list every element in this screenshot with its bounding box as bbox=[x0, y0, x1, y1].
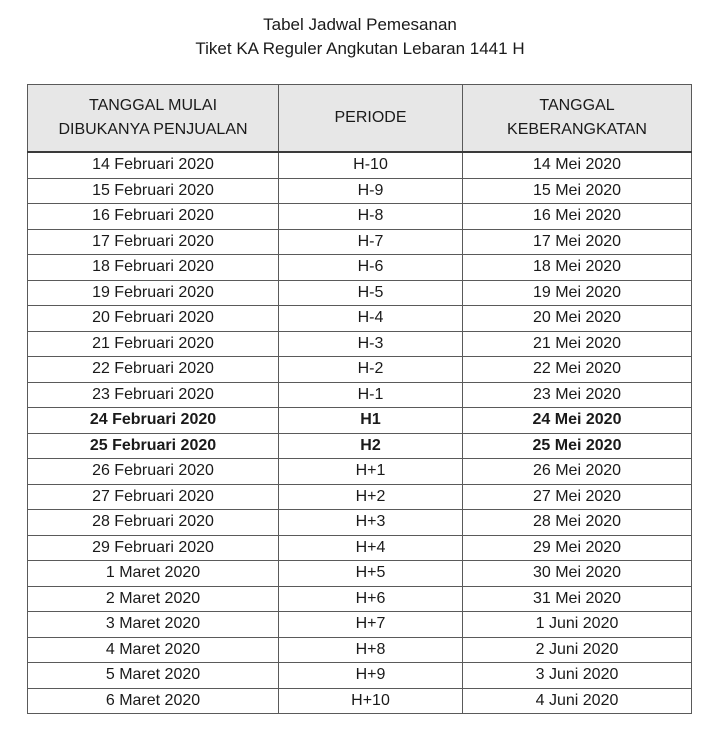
table-title: Tabel Jadwal Pemesanan bbox=[263, 15, 457, 34]
period-cell: H-3 bbox=[279, 331, 463, 357]
header-sale-date-line1: TANGGAL MULAI bbox=[88, 97, 218, 114]
header-departure-line2: KEBERANGKATAN bbox=[507, 121, 647, 138]
header-departure-line1: TANGGAL bbox=[539, 97, 615, 114]
sale-date-cell: 14 Februari 2020 bbox=[28, 152, 279, 178]
sale-date-cell: 2 Maret 2020 bbox=[28, 586, 279, 612]
table-row bbox=[28, 204, 692, 230]
sale-date-cell: 25 Februari 2020 bbox=[28, 433, 279, 459]
header-sale-date-line2: DIBUKANYA PENJUALAN bbox=[58, 121, 248, 138]
table-subtitle: Tiket KA Reguler Angkutan Lebaran 1441 H bbox=[195, 39, 525, 58]
departure-date-cell: 19 Mei 2020 bbox=[463, 280, 692, 306]
sale-date-cell: 27 Februari 2020 bbox=[28, 484, 279, 510]
table-row bbox=[28, 357, 692, 383]
sale-date-cell: 16 Februari 2020 bbox=[28, 204, 279, 230]
sale-date-cell: 3 Maret 2020 bbox=[28, 612, 279, 638]
departure-date-cell: 1 Juni 2020 bbox=[463, 612, 692, 638]
period-cell: H1 bbox=[279, 408, 463, 434]
table-row bbox=[28, 433, 692, 459]
period-cell: H-7 bbox=[279, 229, 463, 255]
sale-date-cell: 20 Februari 2020 bbox=[28, 306, 279, 332]
departure-date-cell: 27 Mei 2020 bbox=[463, 484, 692, 510]
period-cell: H+6 bbox=[279, 586, 463, 612]
sale-date-cell: 5 Maret 2020 bbox=[28, 663, 279, 689]
sale-date-cell: 4 Maret 2020 bbox=[28, 637, 279, 663]
sale-date-cell: 28 Februari 2020 bbox=[28, 510, 279, 536]
sale-date-cell: 22 Februari 2020 bbox=[28, 357, 279, 383]
period-cell: H-5 bbox=[279, 280, 463, 306]
period-cell: H+2 bbox=[279, 484, 463, 510]
period-cell: H-9 bbox=[279, 178, 463, 204]
table-row bbox=[28, 331, 692, 357]
table-row bbox=[28, 255, 692, 281]
sale-date-cell: 1 Maret 2020 bbox=[28, 561, 279, 587]
departure-date-cell: 21 Mei 2020 bbox=[463, 331, 692, 357]
table-row bbox=[28, 637, 692, 663]
period-cell: H-8 bbox=[279, 204, 463, 230]
departure-date-cell: 15 Mei 2020 bbox=[463, 178, 692, 204]
sale-date-cell: 21 Februari 2020 bbox=[28, 331, 279, 357]
table-row bbox=[28, 561, 692, 587]
header-departure-date bbox=[463, 85, 692, 153]
departure-date-cell: 25 Mei 2020 bbox=[463, 433, 692, 459]
departure-date-cell: 17 Mei 2020 bbox=[463, 229, 692, 255]
table-body bbox=[28, 152, 692, 714]
table-row bbox=[28, 382, 692, 408]
table-row bbox=[28, 535, 692, 561]
table-row bbox=[28, 510, 692, 536]
table-row bbox=[28, 484, 692, 510]
departure-date-cell: 26 Mei 2020 bbox=[463, 459, 692, 485]
sale-date-cell: 26 Februari 2020 bbox=[28, 459, 279, 485]
period-cell: H+1 bbox=[279, 459, 463, 485]
table-row bbox=[28, 280, 692, 306]
sale-date-cell: 24 Februari 2020 bbox=[28, 408, 279, 434]
period-cell: H2 bbox=[279, 433, 463, 459]
sale-date-cell: 6 Maret 2020 bbox=[28, 688, 279, 714]
period-cell: H-6 bbox=[279, 255, 463, 281]
sale-date-cell: 17 Februari 2020 bbox=[28, 229, 279, 255]
table-row bbox=[28, 408, 692, 434]
departure-date-cell: 20 Mei 2020 bbox=[463, 306, 692, 332]
departure-date-cell: 4 Juni 2020 bbox=[463, 688, 692, 714]
sale-date-cell: 23 Februari 2020 bbox=[28, 382, 279, 408]
departure-date-cell: 23 Mei 2020 bbox=[463, 382, 692, 408]
period-cell: H+8 bbox=[279, 637, 463, 663]
period-cell: H+10 bbox=[279, 688, 463, 714]
departure-date-cell: 29 Mei 2020 bbox=[463, 535, 692, 561]
sale-date-cell: 19 Februari 2020 bbox=[28, 280, 279, 306]
departure-date-cell: 24 Mei 2020 bbox=[463, 408, 692, 434]
table-row bbox=[28, 586, 692, 612]
schedule-table bbox=[27, 84, 692, 714]
departure-date-cell: 31 Mei 2020 bbox=[463, 586, 692, 612]
period-cell: H+4 bbox=[279, 535, 463, 561]
period-cell: H-1 bbox=[279, 382, 463, 408]
departure-date-cell: 22 Mei 2020 bbox=[463, 357, 692, 383]
period-cell: H-2 bbox=[279, 357, 463, 383]
table-row bbox=[28, 178, 692, 204]
period-cell: H+3 bbox=[279, 510, 463, 536]
sale-date-cell: 18 Februari 2020 bbox=[28, 255, 279, 281]
period-cell: H-4 bbox=[279, 306, 463, 332]
header-sale-date bbox=[28, 85, 279, 153]
departure-date-cell: 18 Mei 2020 bbox=[463, 255, 692, 281]
table-row bbox=[28, 663, 692, 689]
table-row bbox=[28, 152, 692, 178]
table-row bbox=[28, 306, 692, 332]
departure-date-cell: 28 Mei 2020 bbox=[463, 510, 692, 536]
departure-date-cell: 30 Mei 2020 bbox=[463, 561, 692, 587]
header-row bbox=[28, 85, 692, 153]
period-cell: H+7 bbox=[279, 612, 463, 638]
table-row bbox=[28, 229, 692, 255]
period-cell: H+9 bbox=[279, 663, 463, 689]
period-cell: H+5 bbox=[279, 561, 463, 587]
departure-date-cell: 2 Juni 2020 bbox=[463, 637, 692, 663]
sale-date-cell: 15 Februari 2020 bbox=[28, 178, 279, 204]
departure-date-cell: 3 Juni 2020 bbox=[463, 663, 692, 689]
header-period-label: PERIODE bbox=[334, 109, 407, 126]
table-row bbox=[28, 459, 692, 485]
table-row bbox=[28, 688, 692, 714]
header-period bbox=[279, 85, 463, 153]
sale-date-cell: 29 Februari 2020 bbox=[28, 535, 279, 561]
table-row bbox=[28, 612, 692, 638]
period-cell: H-10 bbox=[279, 152, 463, 178]
departure-date-cell: 14 Mei 2020 bbox=[463, 152, 692, 178]
departure-date-cell: 16 Mei 2020 bbox=[463, 204, 692, 230]
